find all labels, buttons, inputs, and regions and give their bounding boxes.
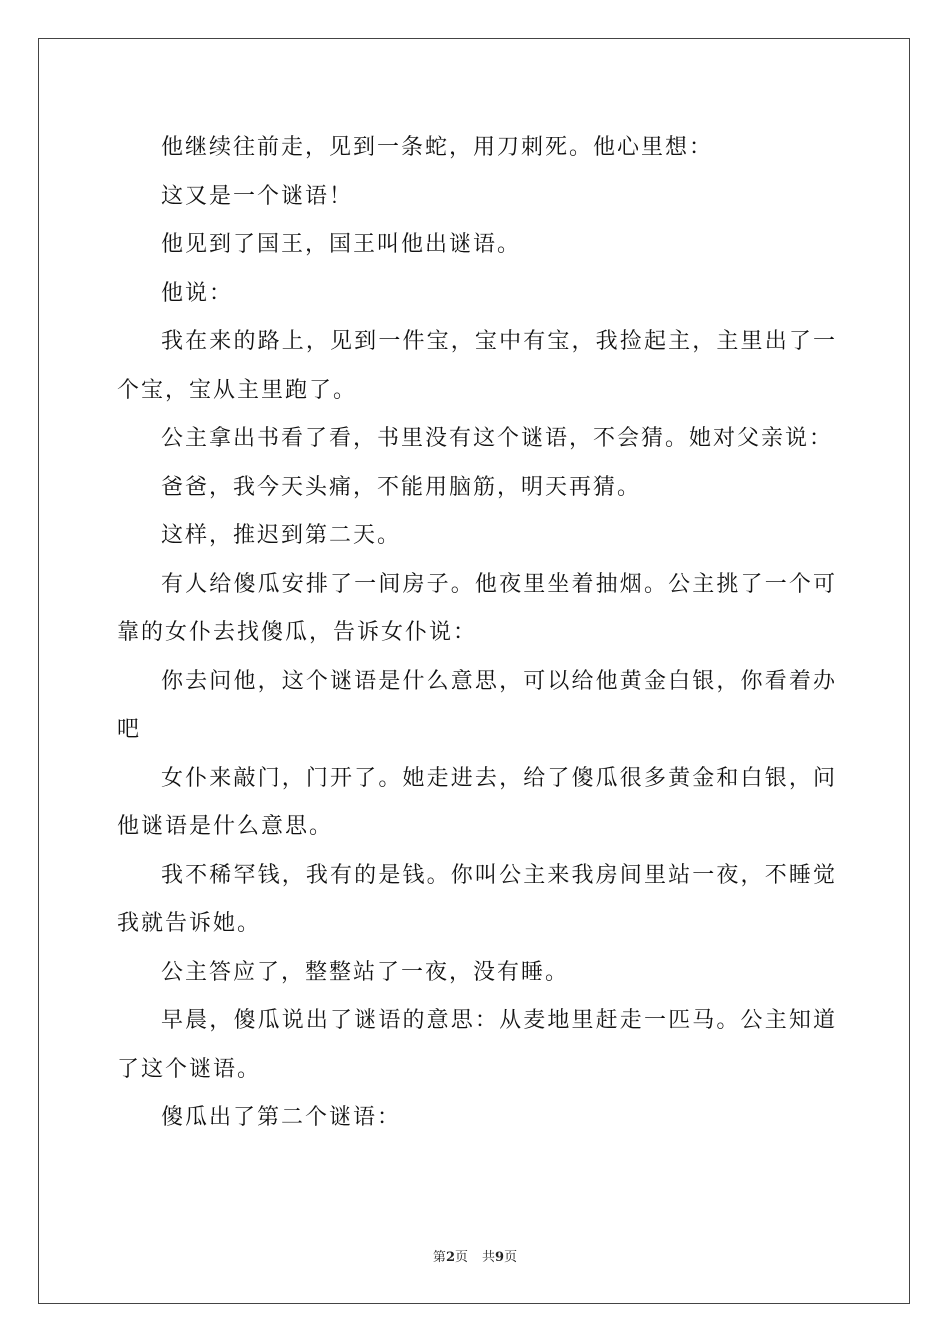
total-pages: 9 — [495, 1250, 505, 1265]
total-suffix: 页 — [504, 1250, 518, 1265]
paragraph-6: 公主拿出书看了看，书里没有这个谜语，不会猜。她对父亲说： — [161, 426, 834, 451]
paragraph-2: 这又是一个谜语！ — [161, 183, 354, 209]
paragraph-10: 你去问他，这个谜语是什么意思，可以给他黄金白银，你看着办吧 — [117, 668, 837, 742]
page-prefix: 第 — [432, 1250, 446, 1265]
paragraph-14: 早晨，傻瓜说出了谜语的意思：从麦地里赶走一匹马。公主知道了这个谜语。 — [117, 1008, 837, 1082]
paragraph-8: 这样，推迟到第二天。 — [161, 523, 402, 548]
page-suffix: 页 — [454, 1250, 468, 1265]
paragraph-9: 有人给傻瓜安排了一间房子。他夜里坐着抽烟。公主挑了一个可靠的女仆去找傻瓜，告诉女仆说： — [117, 571, 837, 645]
paragraph-12: 我不稀罕钱，我有的是钱。你叫公主来我房间里站一夜，不睡觉我就告诉她。 — [117, 862, 837, 936]
paragraph-1: 他继续往前走，见到一条蛇，用刀刺死。他心里想： — [161, 135, 714, 160]
paragraph-5: 我在来的路上，见到一件宝，宝中有宝，我捡起主，主里出了一个宝，宝从主里跑了。 — [117, 329, 837, 403]
document-body — [117, 124, 837, 1143]
paragraph-4: 他说： — [161, 280, 234, 306]
paragraph-11: 女仆来敲门，门开了。她走进去，给了傻瓜很多黄金和白银，问他谜语是什么意思。 — [117, 765, 837, 839]
paragraph-7: 爸爸，我今天头痛，不能用脑筋，明天再猜。 — [161, 474, 642, 500]
page-footer — [0, 1246, 950, 1265]
total-prefix: 共 — [482, 1250, 496, 1265]
paragraph-15: 傻瓜出了第二个谜语： — [161, 1105, 402, 1130]
paragraph-13: 公主答应了，整整站了一夜，没有睡。 — [161, 959, 570, 985]
paragraph-3: 他见到了国王，国王叫他出谜语。 — [161, 232, 522, 257]
page-number: 2 — [445, 1250, 455, 1265]
